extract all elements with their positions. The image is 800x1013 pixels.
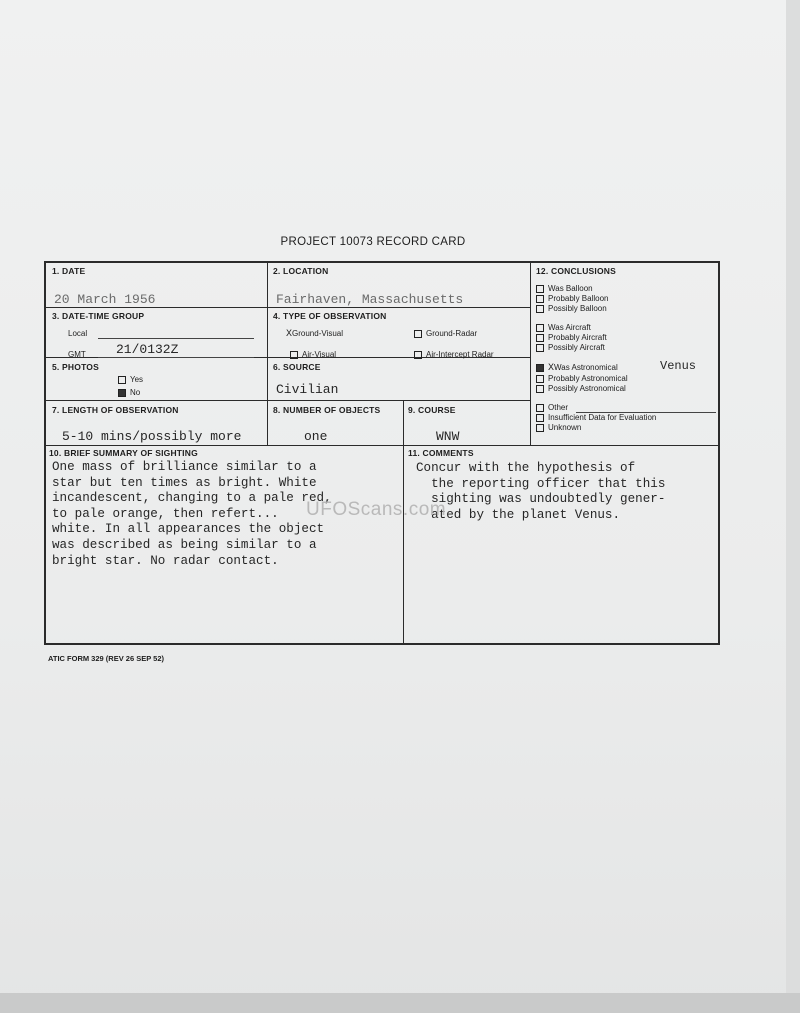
conclusion-text: Unknown [548, 423, 582, 432]
checked-box-icon [536, 364, 544, 372]
conclusions-astronomical-group [536, 363, 628, 394]
ground-radar-text: Ground-Radar [426, 329, 478, 338]
checkbox-icon [536, 424, 544, 432]
dtg-gmt-label: GMT [68, 350, 86, 359]
divider-h-1 [46, 307, 530, 308]
option-ground-visual [286, 329, 343, 340]
conclusions-other-group [536, 403, 656, 433]
checkbox-icon [536, 414, 544, 422]
checkbox-icon [536, 324, 544, 332]
other-line [576, 412, 716, 413]
record-card [44, 261, 720, 645]
checkbox-icon [536, 375, 544, 383]
date-label: 1. DATE [52, 266, 86, 276]
air-visual-text: Air-Visual [302, 350, 337, 359]
conclusion-was-aircraft [536, 323, 607, 333]
photos-yes [118, 375, 143, 384]
observation-type-label: 4. TYPE OF OBSERVATION [273, 311, 387, 321]
conclusion-was-balloon [536, 284, 608, 294]
conclusion-unknown [536, 423, 656, 433]
conclusion-text: Probably Balloon [548, 294, 609, 303]
checkbox-icon [290, 351, 298, 359]
course-label: 9. COURSE [408, 405, 456, 415]
dtg-label: 3. DATE-TIME GROUP [52, 311, 145, 321]
dtg-local-line [98, 338, 254, 339]
conclusion-probably-balloon [536, 294, 608, 304]
photos-no [118, 388, 140, 397]
conclusion-possibly-balloon [536, 304, 608, 314]
option-air-visual [290, 350, 336, 359]
objects-value: one [304, 429, 328, 444]
checkbox-icon [536, 305, 544, 313]
astronomical-check-mark: X [548, 363, 555, 374]
conclusion-text: Possibly Balloon [548, 304, 607, 313]
dtg-gmt-value: 21/0132Z [116, 342, 179, 357]
summary-text: One mass of brilliance similar to a star but ten times as bright. White incandescent, changing to a pale red, to pale orange, then refert... white. In all appearances the object was described as being similar to a bright star. No radar contact. [52, 460, 332, 568]
conclusion-text: Possibly Astronomical [548, 384, 626, 393]
checkbox-icon [536, 334, 544, 342]
location-value: Fairhaven, Massachusetts [276, 292, 464, 307]
photos-yes-text: Yes [130, 375, 144, 384]
conclusions-aircraft-group [536, 323, 607, 353]
air-intercept-radar-text: Air-Intercept Radar [426, 350, 494, 359]
course-value: WNW [436, 429, 460, 444]
checkbox-icon [414, 330, 422, 338]
conclusion-probably-astronomical [536, 374, 628, 384]
objects-label: 8. NUMBER OF OBJECTS [273, 405, 381, 415]
conclusion-probably-aircraft [536, 333, 607, 343]
location-label: 2. LOCATION [273, 266, 329, 276]
checkbox-icon [536, 295, 544, 303]
checkbox-icon [536, 404, 544, 412]
checkbox-icon [536, 385, 544, 393]
source-label: 6. SOURCE [273, 362, 321, 372]
ground-visual-text: Ground-Visual [292, 329, 344, 338]
comments-text: Concur with the hypothesis of the reporting officer that this sighting was undoubtedly gener- ated by the planet Venus. [416, 461, 666, 522]
dtg-local-label: Local [68, 329, 88, 338]
length-label: 7. LENGTH OF OBSERVATION [52, 405, 179, 415]
divider-h-3 [46, 400, 530, 401]
conclusions-label: 12. CONCLUSIONS [536, 266, 616, 276]
conclusion-insufficient [536, 413, 656, 423]
conclusion-possibly-astronomical [536, 384, 628, 394]
scan-edge-right [786, 0, 800, 1013]
summary-label: 10. BRIEF SUMMARY OF SIGHTING [49, 448, 198, 458]
form-number: ATIC FORM 329 (REV 26 SEP 52) [48, 654, 165, 663]
conclusion-text: Was Astronomical [554, 363, 618, 372]
checkbox-icon [536, 344, 544, 352]
option-ground-radar [414, 329, 477, 338]
checkbox-icon [536, 285, 544, 293]
conclusion-text: Probably Astronomical [548, 374, 628, 383]
divider-v-3 [403, 400, 404, 645]
option-air-intercept-radar [414, 350, 494, 359]
conclusion-text: Other [548, 403, 569, 412]
dtg-gmt-line [98, 357, 254, 358]
source-value: Civilian [276, 382, 339, 397]
length-value: 5-10 mins/possibly more [62, 429, 242, 444]
photos-no-text: No [130, 388, 141, 397]
conclusion-text: Possibly Aircraft [548, 343, 605, 352]
date-value: 20 March 1956 [54, 292, 156, 307]
conclusion-text: Was Balloon [548, 284, 593, 293]
divider-v-1 [267, 263, 268, 445]
conclusions-balloon-group [536, 284, 608, 314]
card-title: PROJECT 10073 RECORD CARD [280, 236, 466, 248]
checked-box-icon [118, 389, 126, 397]
checkbox-icon [118, 376, 126, 384]
comments-label: 11. COMMENTS [408, 448, 474, 458]
checkbox-icon [414, 351, 422, 359]
conclusion-possibly-aircraft [536, 343, 607, 353]
photos-label: 5. PHOTOS [52, 362, 99, 372]
ground-visual-check-mark: X [286, 329, 293, 340]
divider-h-4 [46, 445, 720, 446]
conclusion-text: Probably Aircraft [548, 333, 607, 342]
scan-edge-bottom [0, 993, 800, 1013]
conclusion-was-astronomical [536, 363, 628, 374]
conclusion-text: Insufficient Data for Evaluation [548, 413, 657, 422]
conclusion-text: Was Aircraft [548, 323, 591, 332]
divider-v-2 [530, 263, 531, 445]
watermark: UFOScans.com [306, 499, 447, 520]
astronomical-note: Venus [660, 359, 697, 373]
